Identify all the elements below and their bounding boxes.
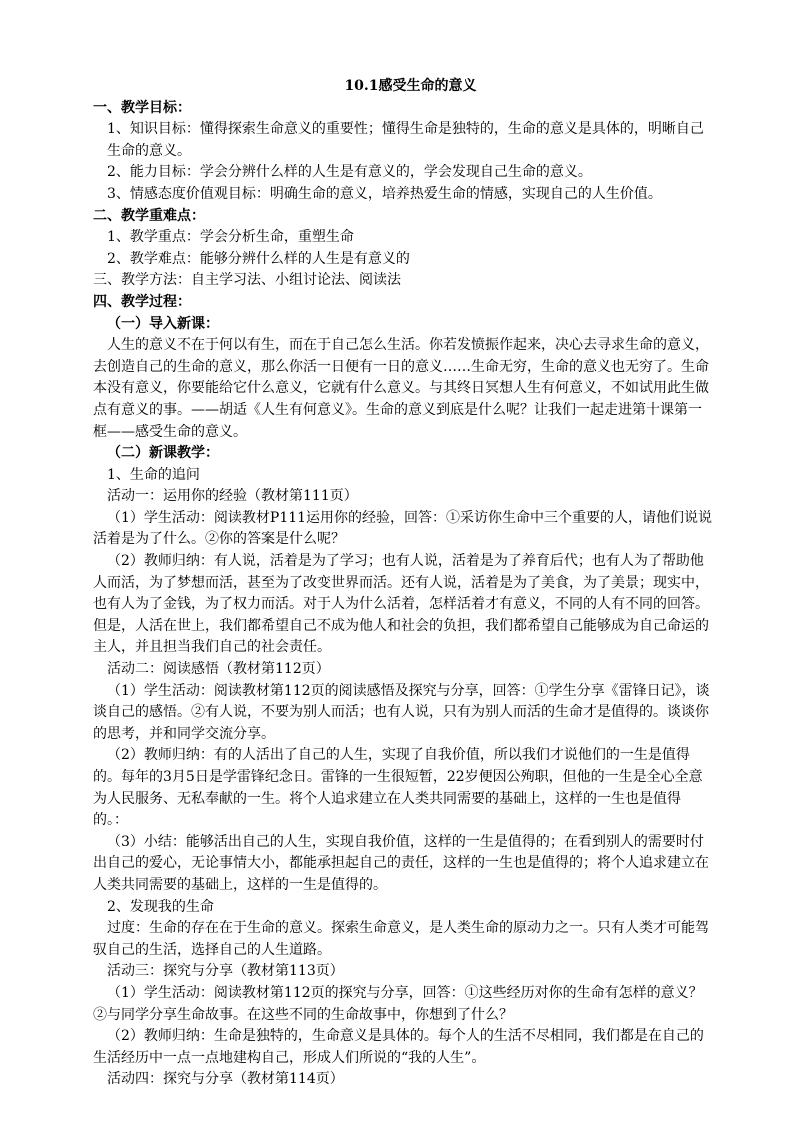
paragraph-knowledge-goal: 1、知识目标：懂得探索生命意义的重要性；懂得生命是独特的，生命的意义是具体的，明晰自己生命的意义。: [107, 121, 704, 159]
topic-heading-discover-life: 2、发现我的生命: [107, 898, 214, 915]
paragraph-activity2-student: （1）学生活动：阅读教材第112页的阅读感悟及探究与分享，回答：①学生分享《雷锋日记》，谈谈自己的感悟。②有人说，不要为别人而活；也有人说，只有为别人而活的生命才是值得的。谈谈你的思考，并和同学交流分享。: [93, 682, 710, 742]
paragraph-activity2-teacher: （2）教师归纳：有的人活出了自己的人生，实现了自我价值，所以我们才说他们的一生是值得的。每年的3月5日是学雷锋纪念日。雷锋的一生很短暂，22岁便因公殉职，但他的一生是全心全意为人民服务、无私奉献的一生。将个人追求建立在人类共同需要的基础上，这样的一生也是值得的。：: [93, 747, 703, 829]
paragraph-transition: 过度：生命的存在在于生命的意义。探索生命意义，是人类生命的原动力之一。只有人类才可能驾驭自己的生活，选择自己的人生道路。: [93, 920, 709, 958]
paragraph-activity1-teacher: （2）教师归纳：有人说，活着是为了学习；也有人说，活着是为了养育后代；也有人为了帮助他人而活，为了梦想而活，甚至为了改变世界而活。还有人说，活着是为了美食，为了美景；现实中，也有人为了金钱，为了权力而活。对于人为什么活着，怎样活着才有意义，不同的人有不同的回答。但是，人活在世上，我们都希望自己不成为他人和社会的负担，我们都希望自己能够成为自己命运的主人，并且担当我们自己的社会责任。: [93, 553, 709, 656]
paragraph-intro: 人生的意义不在于何以有生，而在于自己怎么生活。你若发愤振作起来，决心去寻求生命的意义，去创造自己的生命的意义，那么你活一日便有一日的意义……生命无穷，生命的意义也无穷了。生命本没有意义，你要能给它什么意义，它就有什么意义。与其终日冥想人生有何意义，不如试用此生做点有意义的事。——胡适《人生有何意义》。生命的意义到底是什么呢？让我们一起走进第十课第一框——感受生命的意义。: [93, 337, 709, 440]
paragraph-ability-goal: 2、能力目标：学会分辨什么样的人生是有意义的，学会发现自己生命的意义。: [107, 164, 592, 181]
subsection-heading-intro: （一）导入新课：: [107, 315, 219, 332]
paragraph-activity3-student: （1）学生活动：阅读教材第112页的探究与分享，回答：①这些经历对你的生命有怎样的意义？②与同学分享生命故事。在这些不同的生命故事中，你想到了什么？: [93, 984, 703, 1023]
section-heading-key-points: 二、教学重难点：: [93, 207, 205, 224]
activity-heading-2: 活动二：阅读感悟（教材第112页）: [107, 661, 330, 678]
section-heading-objectives: 一、教学目标：: [93, 99, 191, 116]
paragraph-teaching-methods: 三、教学方法：自主学习法、小组讨论法、阅读法: [93, 272, 401, 289]
paragraph-activity3-teacher: （2）教师归纳：生命是独特的，生命意义是具体的。每个人的生活不尽相同，我们都是在自己的生活经历中一点一点地建构自己，形成人们所说的“我的人生”。: [93, 1028, 704, 1066]
paragraph-key-point: 1、教学重点：学会分析生命，重塑生命: [107, 229, 354, 246]
activity-heading-1: 活动一：运用你的经验（教材第111页）: [107, 488, 358, 505]
paragraph-activity1-student: （1）学生活动：阅读教材P111运用你的经验，回答：①采访你生命中三个重要的人，请他们说说活着是为了什么。②你的答案是什么呢？: [93, 509, 713, 548]
paragraph-difficult-point: 2、教学难点：能够分辨什么样的人生是有意义的: [107, 250, 410, 267]
paragraph-attitude-goal: 3、情感态度价值观目标：明确生命的意义，培养热爱生命的情感，实现自己的人生价值。: [107, 185, 662, 202]
subsection-heading-new-lesson: （二）新课教学：: [107, 445, 219, 462]
topic-heading-questioning-life: 1、生命的追问: [107, 466, 200, 483]
document-title: 10.1感受生命的意义: [344, 78, 477, 94]
activity-heading-4: 活动四：探究与分享（教材第114页）: [107, 1071, 344, 1088]
activity-heading-3: 活动三：探究与分享（教材第113页）: [107, 963, 344, 980]
paragraph-activity2-summary: （3）小结：能够活出自己的人生，实现自我价值，这样的一生是值得的；在看到别人的需要时付出自己的爱心，无论事情大小，都能承担起自己的责任，这样的一生也是值得的；将个人追求建立在人类共同需要的基础上，这样的一生是值得的。: [93, 833, 709, 893]
section-heading-process: 四、教学过程：: [93, 293, 191, 310]
